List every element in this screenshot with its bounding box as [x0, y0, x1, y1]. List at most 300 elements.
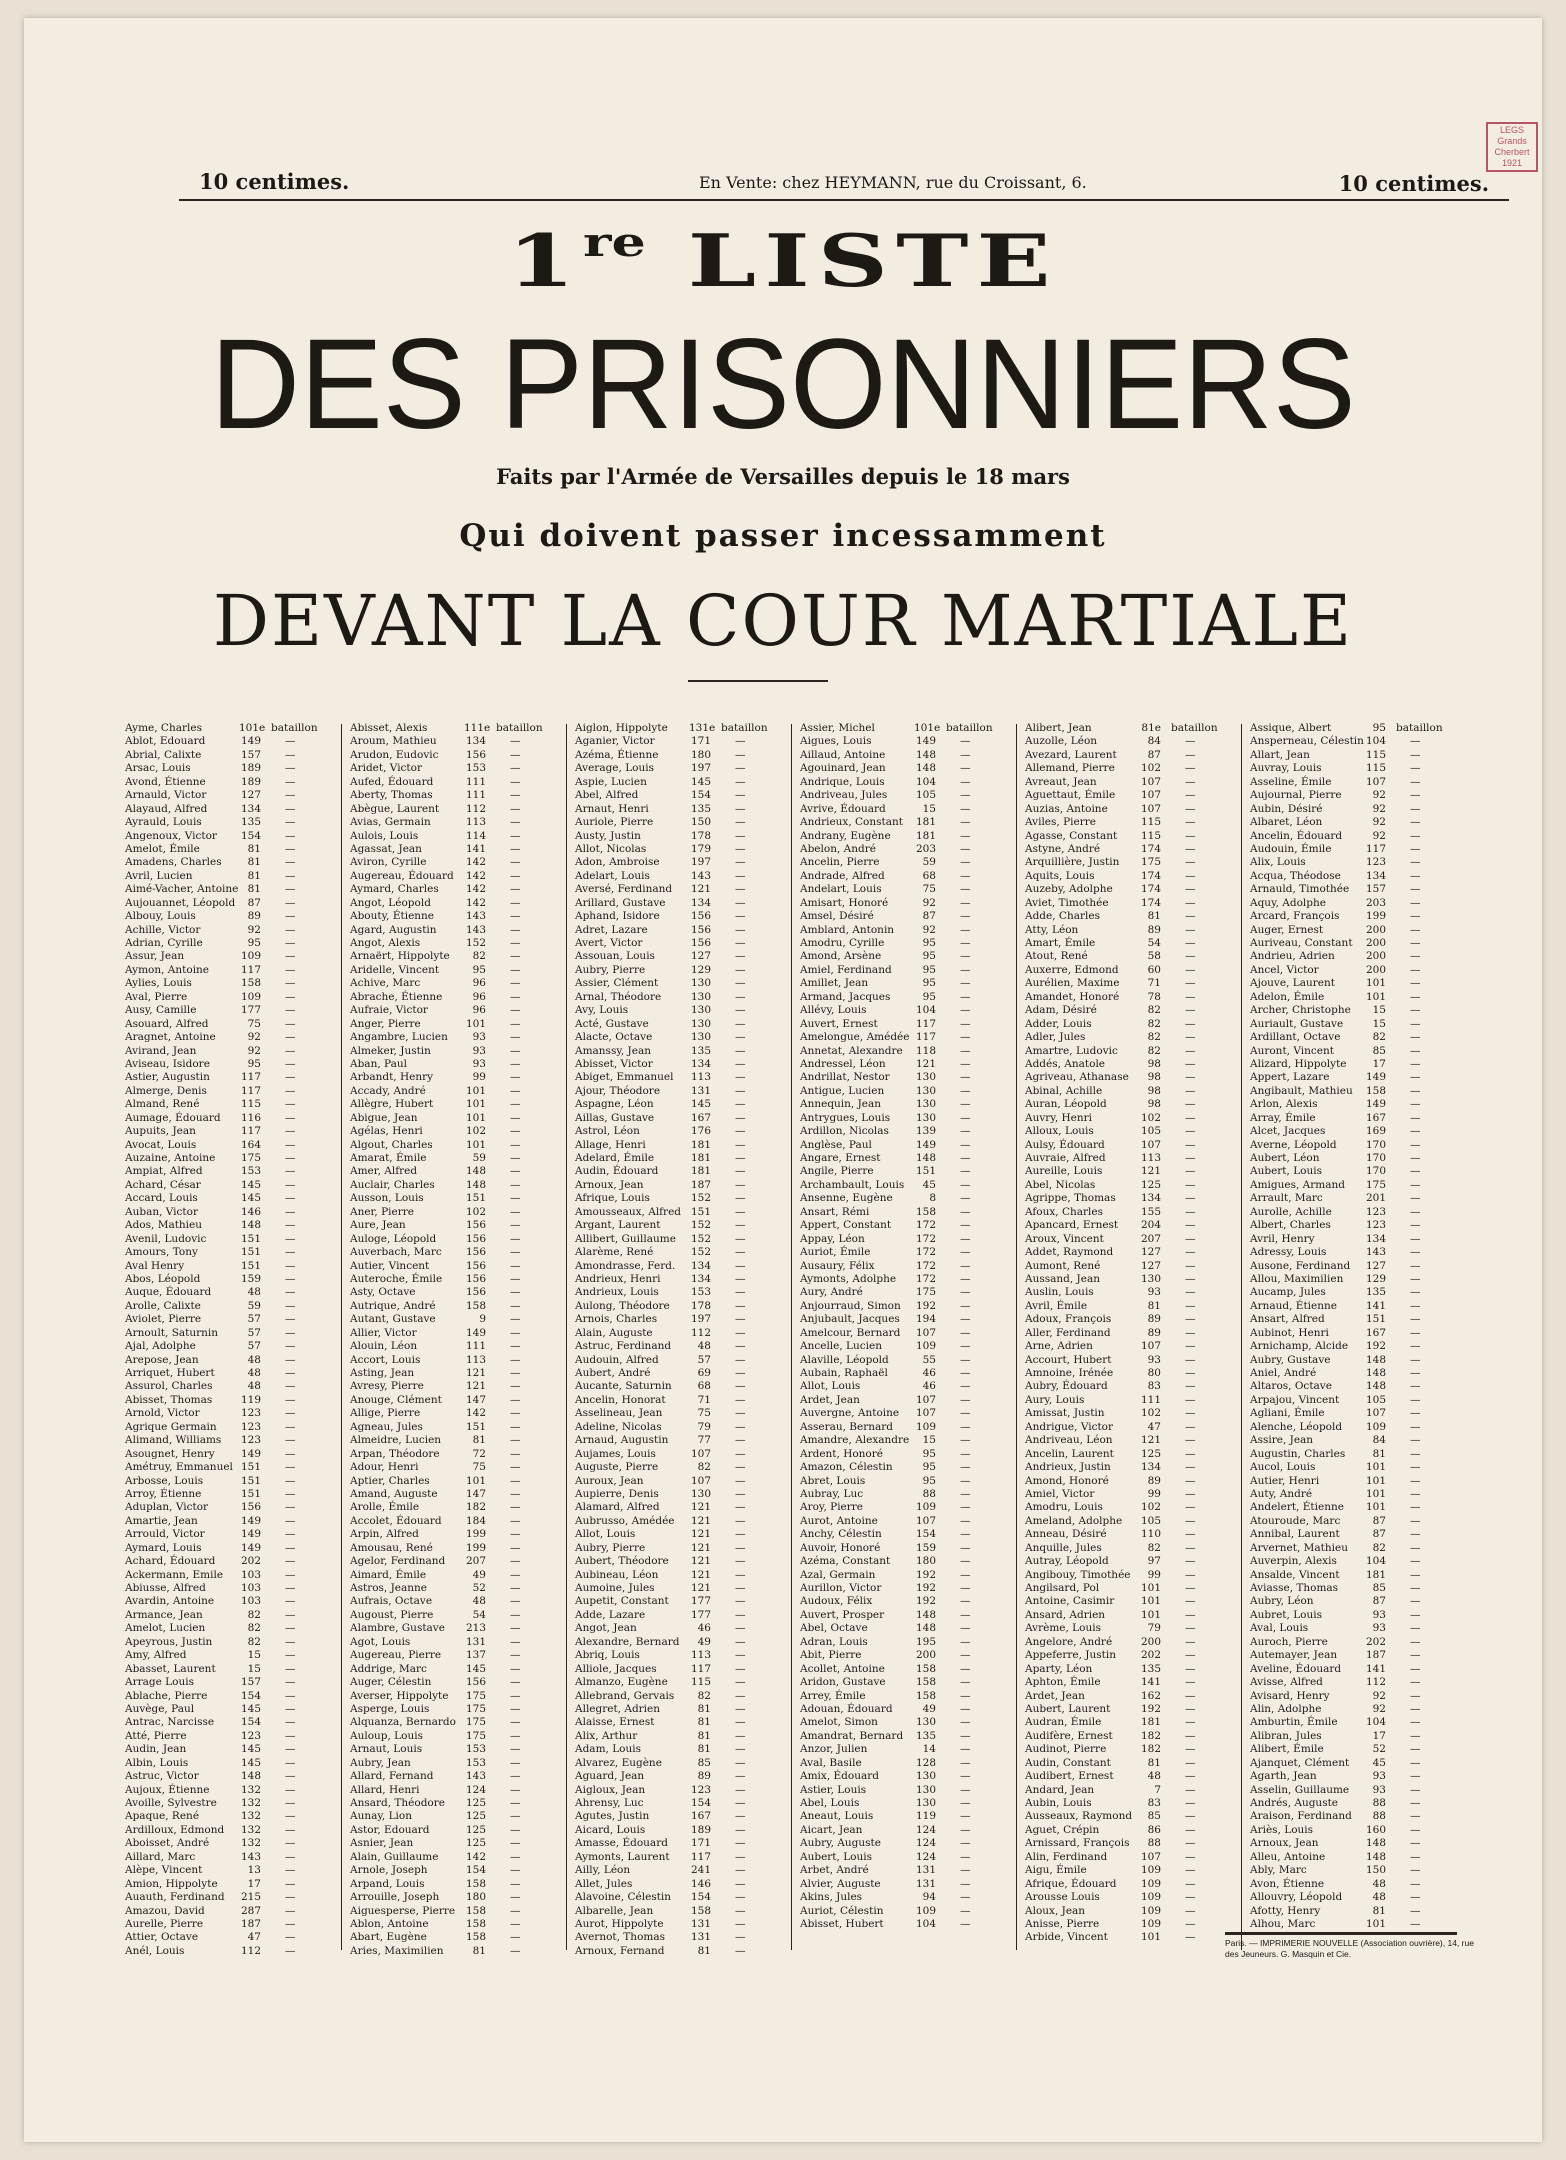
prisoner-name: Avisse, Alfred [1250, 1676, 1323, 1689]
list-item [350, 1770, 564, 1783]
ditto-dash: — [735, 1393, 746, 1406]
battalion-number: 192 [915, 1595, 936, 1608]
list-item [1250, 1743, 1464, 1756]
ditto-dash: — [1410, 923, 1421, 936]
battalion-number: 119 [915, 1810, 936, 1823]
ditto-dash: — [1185, 1850, 1196, 1863]
ditto-dash: — [1185, 1299, 1196, 1312]
ditto-dash: — [1410, 1649, 1421, 1662]
ditto-dash: — [735, 883, 746, 896]
list-item [800, 1125, 1014, 1138]
prisoner-name: Aviles, Pierre [1025, 816, 1096, 829]
prisoner-name: Amiel, Victor [1025, 1487, 1095, 1500]
prisoner-name: Aubry, Jean [350, 1756, 411, 1769]
ditto-dash: — [1410, 1662, 1421, 1675]
list-item [125, 1918, 339, 1931]
list-item [1250, 1569, 1464, 1582]
battalion-number: 187 [690, 1178, 711, 1191]
prisoner-name: Arnaut, Henri [575, 802, 649, 815]
battalion-number: 121 [690, 1501, 711, 1514]
ditto-dash: — [735, 1501, 746, 1514]
battalion-number: 98 [1147, 1057, 1161, 1070]
list-item [800, 1192, 1014, 1205]
prisoner-name: Alleu, Antoine [1250, 1850, 1326, 1863]
prisoner-name: Abel, Alfred [575, 789, 639, 802]
list-item [1250, 816, 1464, 829]
ditto-dash: — [285, 1743, 296, 1756]
ditto-dash: — [1185, 748, 1196, 761]
prisoner-name: Auzaine, Antoine [125, 1152, 216, 1164]
list-item [1250, 776, 1464, 789]
prisoner-name: Augereau, Édouard [350, 869, 454, 882]
list-item [1250, 1810, 1464, 1823]
prisoner-name: Asnier, Jean [350, 1837, 414, 1850]
ditto-dash: — [285, 735, 296, 748]
battalion-number: 95 [922, 1474, 936, 1487]
prisoner-name: Amissat, Justin [1025, 1407, 1105, 1420]
ditto-dash: — [1185, 816, 1196, 829]
list-item [800, 1595, 1014, 1608]
list-item [125, 1542, 339, 1555]
prisoner-name: Auque, Édouard [125, 1286, 212, 1299]
battalion-number: 148 [240, 1770, 261, 1783]
list-item [1250, 1125, 1464, 1138]
battalion-number: 151 [465, 1192, 486, 1205]
ditto-dash: — [1410, 1313, 1421, 1326]
list-item [125, 1273, 339, 1286]
ditto-dash: — [960, 1891, 971, 1904]
list-item [800, 1542, 1014, 1555]
battalion-number: 109 [240, 990, 261, 1003]
prisoner-name: Agot, Louis [350, 1635, 411, 1648]
ditto-dash: — [510, 1286, 521, 1299]
prisoner-name: Aumont, René [1025, 1259, 1101, 1272]
ditto-dash: — [510, 1783, 521, 1796]
ditto-dash: — [960, 1702, 971, 1715]
prisoner-name: Abrial, Calixte [125, 748, 202, 761]
ditto-dash: — [1410, 1608, 1421, 1621]
list-item [350, 1179, 564, 1192]
battalion-number: 124 [465, 1783, 486, 1796]
ditto-dash: — [1410, 1232, 1421, 1245]
list-item [575, 1354, 789, 1367]
battalion-number: 181 [1365, 1568, 1386, 1581]
list-item [125, 1219, 339, 1232]
prisoner-name: Ansenne, Eugène [800, 1192, 893, 1205]
list-item [1250, 830, 1464, 843]
prisoner-name: Avril, Lucien [125, 869, 193, 882]
battalion-number: 151 [465, 1420, 486, 1433]
battalion-number: 127 [1140, 1259, 1161, 1272]
list-item [125, 1179, 339, 1192]
prisoner-name: Agassat, Jean [350, 842, 422, 855]
battalion-number: 145 [690, 1098, 711, 1111]
ditto-dash: — [735, 1743, 746, 1756]
ditto-dash: — [960, 1487, 971, 1500]
ditto-dash: — [285, 1259, 296, 1272]
battalion-number: 55 [922, 1353, 936, 1366]
ditto-dash: — [510, 950, 521, 963]
ditto-dash: — [285, 1299, 296, 1312]
prisoner-name: Atout, René [1025, 950, 1088, 963]
prisoner-name: Argant, Laurent [575, 1219, 661, 1232]
battalion-number: 156 [690, 937, 711, 949]
list-item [800, 937, 1014, 950]
list-item [350, 1031, 564, 1044]
ditto-dash: — [960, 1810, 971, 1823]
ditto-dash: — [1185, 1568, 1196, 1581]
prisoner-name: Aymard, Louis [125, 1541, 202, 1554]
list-item [1025, 1649, 1239, 1662]
prisoner-name: Aujournal, Pierre [1250, 789, 1342, 802]
prisoner-name: Aubry, Gustave [1250, 1353, 1331, 1366]
battalion-number: 75 [922, 883, 936, 896]
ditto-dash: — [960, 1111, 971, 1124]
ditto-dash: — [285, 977, 296, 990]
battalion-number: 154 [240, 829, 261, 842]
list-item [350, 1260, 564, 1273]
list-item [575, 843, 789, 856]
battalion-number: 82 [1147, 1031, 1161, 1044]
battalion-number: 151 [915, 1165, 936, 1178]
prisoner-name: Angambre, Lucien [350, 1031, 448, 1044]
list-item [575, 1098, 789, 1111]
ditto-dash: — [735, 1635, 746, 1648]
prisoner-name: Alexandre, Bernard [575, 1635, 680, 1648]
ditto-dash: — [960, 789, 971, 802]
battalion-number: 95 [1372, 722, 1386, 734]
battalion-number: 109 [915, 1420, 936, 1433]
ditto-dash: — [960, 869, 971, 882]
list-item [1025, 1528, 1239, 1541]
ditto-dash: — [960, 842, 971, 855]
list-item [1025, 1300, 1239, 1313]
battalion-number: 145 [240, 1192, 261, 1205]
list-item [800, 1098, 1014, 1111]
prisoner-name: Aspagne, Léon [575, 1098, 654, 1111]
list-item [1025, 1434, 1239, 1447]
battalion-number: 87 [922, 910, 936, 923]
ditto-dash: — [285, 1098, 296, 1111]
list-item [1025, 1569, 1239, 1582]
list-item [575, 924, 789, 937]
prisoner-name: Autier, Henri [1250, 1474, 1320, 1487]
battalion-number: 98 [1147, 1071, 1161, 1084]
prisoner-name: Aupuits, Jean [125, 1125, 196, 1138]
list-item [350, 789, 564, 802]
list-item [125, 1286, 339, 1299]
battalion-number: 134 [690, 1057, 711, 1070]
list-item [1250, 964, 1464, 977]
battalion-number: 134 [690, 1272, 711, 1285]
ditto-dash: — [960, 990, 971, 1003]
ditto-dash: — [735, 1353, 746, 1366]
list-item [800, 1246, 1014, 1259]
ditto-dash: — [735, 1152, 746, 1164]
list-item [125, 924, 339, 937]
ditto-dash: — [1410, 1299, 1421, 1312]
ditto-dash: — [285, 1313, 296, 1326]
list-item [575, 789, 789, 802]
price-right: 10 centimes. [1338, 171, 1489, 196]
list-item [1025, 1636, 1239, 1649]
ditto-dash: — [735, 829, 746, 842]
battalion-number: 130 [690, 1031, 711, 1044]
prisoner-name: Amanssy, Jean [575, 1044, 651, 1057]
list-item [350, 1434, 564, 1447]
battalion-number: 149 [240, 1528, 261, 1541]
prisoner-name: Aguettaut, Émile [1025, 789, 1116, 802]
battalion-number: 82 [697, 1689, 711, 1702]
ditto-dash: — [510, 1098, 521, 1111]
battalion-number: 15 [247, 1649, 261, 1662]
ditto-dash: — [960, 1057, 971, 1070]
list-item [575, 1649, 789, 1662]
list-item [575, 1461, 789, 1474]
ditto-dash: — [510, 1917, 521, 1930]
list-item [800, 1757, 1014, 1770]
battalion-number: 134 [465, 735, 486, 748]
list-item [125, 1340, 339, 1353]
prisoner-name: Aptier, Charles [350, 1474, 430, 1487]
list-item [575, 1878, 789, 1891]
prisoner-name: Agelor, Ferdinand [350, 1555, 446, 1568]
list-item [1025, 991, 1239, 1004]
prisoner-name: Aujames, Louis [575, 1447, 656, 1460]
prisoner-name: Aubert, André [575, 1367, 651, 1379]
list-item [575, 1246, 789, 1259]
list-item [350, 1918, 564, 1931]
battalion-number: 85 [1372, 1582, 1386, 1594]
list-item [350, 1931, 564, 1944]
list-item [800, 1797, 1014, 1810]
list-item [575, 1703, 789, 1716]
ditto-dash: — [960, 1904, 971, 1917]
list-item [1025, 1098, 1239, 1111]
battalion-number: 175 [465, 1716, 486, 1729]
list-item [350, 1622, 564, 1635]
prisoner-name: Agarth, Jean [1250, 1770, 1317, 1783]
ditto-dash: — [1185, 937, 1196, 949]
battalion-number: 134 [1140, 1192, 1161, 1205]
battalion-number: 199 [465, 1528, 486, 1541]
prisoner-name: Agouinard, Jean [800, 762, 886, 775]
prisoner-name: Aujoux, Étienne [125, 1783, 210, 1796]
list-item [1025, 1878, 1239, 1891]
list-item [1025, 1018, 1239, 1031]
battalion-number: 81 [1147, 1299, 1161, 1312]
ditto-dash: — [1410, 1837, 1421, 1850]
prisoner-name: Afrique, Édouard [1025, 1877, 1117, 1890]
list-item [350, 1219, 564, 1232]
battalion-number: 125 [465, 1797, 486, 1809]
prisoner-name: Aguard, Jean [575, 1770, 645, 1783]
prisoner-name: Audin, Édouard [575, 1165, 659, 1178]
prisoner-name: Appert, Constant [800, 1219, 892, 1232]
bataillon-label: bataillon [1171, 722, 1218, 734]
list-item [800, 1824, 1014, 1837]
ditto-dash: — [285, 1595, 296, 1608]
ditto-dash: — [285, 1017, 296, 1030]
prisoner-name: Auvry, Henri [1025, 1111, 1093, 1124]
list-item [1025, 1515, 1239, 1528]
prisoner-name: Amarat, Émile [350, 1152, 427, 1164]
prisoner-name: Aragnet, Antoine [125, 1031, 216, 1044]
ditto-dash: — [285, 1165, 296, 1178]
battalion-number: 152 [690, 1192, 711, 1205]
prisoner-name: Ajour, Théodore [575, 1084, 661, 1097]
list-item [575, 1313, 789, 1326]
ditto-dash: — [735, 963, 746, 976]
battalion-number: 115 [240, 1098, 261, 1111]
prisoner-name: Averser, Hippolyte [350, 1689, 449, 1702]
list-item [1025, 1609, 1239, 1622]
ditto-dash: — [510, 1635, 521, 1648]
prisoner-name: Adam, Louis [575, 1743, 641, 1756]
prisoner-name: Angile, Pierre [800, 1165, 874, 1178]
list-item [1025, 1824, 1239, 1837]
ditto-dash: — [960, 1420, 971, 1433]
list-item [350, 1246, 564, 1259]
prisoner-name: Achille, Victor [125, 923, 201, 936]
ditto-dash: — [285, 1877, 296, 1890]
list-item [125, 749, 339, 762]
battalion-number: 153 [465, 762, 486, 775]
battalion-number: 152 [465, 937, 486, 949]
ditto-dash: — [735, 1689, 746, 1702]
battalion-number: 134 [1365, 869, 1386, 882]
prisoner-name: Alibert, Émile [1250, 1743, 1324, 1756]
list-item [350, 1112, 564, 1125]
ditto-dash: — [1410, 775, 1421, 788]
list-item [125, 1125, 339, 1138]
list-item [125, 1098, 339, 1111]
ditto-dash: — [735, 1461, 746, 1474]
battalion-number: 123 [1365, 1205, 1386, 1218]
list-item [125, 762, 339, 775]
list-item [1025, 749, 1239, 762]
ditto-dash: — [1410, 1474, 1421, 1487]
prisoner-name: Aigu, Émile [1025, 1864, 1087, 1877]
ditto-dash: — [285, 1420, 296, 1433]
prisoner-name: Alin, Ferdinand [1025, 1850, 1108, 1863]
prisoner-name: Andrique, Louis [800, 775, 885, 788]
ditto-dash: — [960, 1662, 971, 1675]
prisoner-name: Alèpe, Vincent [125, 1864, 203, 1877]
ditto-dash: — [960, 775, 971, 788]
ditto-dash: — [1185, 1286, 1196, 1299]
list-item [350, 991, 564, 1004]
battalion-number: 102 [1140, 1407, 1161, 1420]
ditto-dash: — [735, 1608, 746, 1621]
prisoner-name: Apeyrous, Justin [125, 1635, 213, 1648]
ditto-dash: — [1410, 1420, 1421, 1433]
ditto-dash: — [735, 1138, 746, 1151]
battalion-number: 148 [240, 1219, 261, 1232]
ditto-dash: — [1410, 762, 1421, 775]
prisoner-name: Aupetit, Constant [575, 1595, 669, 1608]
ditto-dash: — [1410, 1017, 1421, 1030]
ditto-dash: — [510, 1676, 521, 1689]
battalion-number: 121 [690, 1568, 711, 1581]
prisoner-name: Adelart, Louis [575, 869, 650, 882]
battalion-number: 200 [1365, 950, 1386, 963]
list-item [125, 1407, 339, 1420]
list-item [1025, 1931, 1239, 1944]
battalion-number: 97 [1147, 1555, 1161, 1568]
list-item [1250, 789, 1464, 802]
battalion-number: 113 [465, 816, 486, 829]
list-item [1025, 1555, 1239, 1568]
prisoner-name: Auvoir, Honoré [800, 1541, 881, 1554]
list-item [575, 1690, 789, 1703]
prisoner-name: Amond, Honoré [1025, 1474, 1109, 1487]
list-item [125, 1139, 339, 1152]
prisoner-name: Assique, Albert [1250, 722, 1332, 734]
ditto-dash: — [735, 1299, 746, 1312]
prisoner-name: Aury, André [800, 1286, 863, 1299]
prisoner-name: Auverbach, Marc [350, 1246, 442, 1259]
prisoner-name: Arpan, Théodore [350, 1447, 440, 1460]
list-item [1250, 1367, 1464, 1380]
ditto-dash: — [285, 937, 296, 949]
battalion-number: 17 [1372, 1729, 1386, 1742]
list-item [800, 1407, 1014, 1420]
ditto-dash: — [960, 1447, 971, 1460]
battalion-number: 104 [915, 1917, 936, 1930]
list-item [800, 1152, 1014, 1165]
ditto-dash: — [1410, 1823, 1421, 1836]
battalion-number: 197 [690, 1313, 711, 1326]
battalion-number: 167 [1365, 1326, 1386, 1339]
battalion-number: 95 [472, 963, 486, 976]
battalion-number: 104 [1365, 1555, 1386, 1568]
prisoner-name: Astruc, Ferdinand [575, 1340, 672, 1353]
ditto-dash: — [285, 829, 296, 842]
prisoner-name: Archer, Christophe [1250, 1004, 1351, 1017]
list-item [575, 964, 789, 977]
ditto-dash: — [960, 883, 971, 896]
battalion-number: 88 [1372, 1797, 1386, 1809]
ditto-dash: — [960, 1501, 971, 1514]
battalion-number: 82 [247, 1608, 261, 1621]
battalion-number: 109 [1140, 1904, 1161, 1917]
list-item [1025, 1810, 1239, 1823]
battalion-number: 101 [1365, 1501, 1386, 1514]
list-item [350, 1663, 564, 1676]
list-item [1250, 924, 1464, 937]
battalion-number: 175 [465, 1729, 486, 1742]
ditto-dash: — [285, 1340, 296, 1353]
prisoner-name: Amnoine, Irénée [1025, 1367, 1114, 1379]
list-item [125, 843, 339, 856]
battalion-number: 143 [240, 1850, 261, 1863]
list-item [800, 1582, 1014, 1595]
column-divider [791, 724, 792, 1950]
battalion-number: 157 [240, 1676, 261, 1689]
ditto-dash: — [735, 802, 746, 815]
prisoner-name: Aridelle, Vincent [350, 963, 440, 976]
ditto-dash: — [1410, 1434, 1421, 1447]
ditto-dash: — [1185, 1098, 1196, 1111]
battalion-number: 175 [1365, 1178, 1386, 1191]
battalion-number: 48 [247, 1367, 261, 1379]
ditto-dash: — [1410, 802, 1421, 815]
battalion-number: 93 [1147, 1353, 1161, 1366]
list-item [1025, 1045, 1239, 1058]
list-item [800, 1165, 1014, 1178]
prisoner-name: Aubret, Louis [1250, 1608, 1322, 1621]
